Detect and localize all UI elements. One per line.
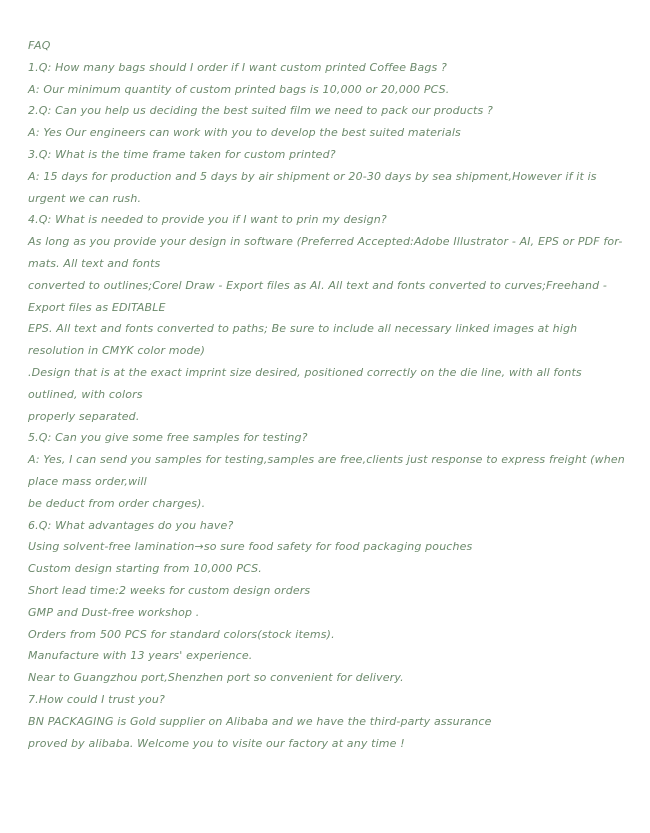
faq-q7-answer-part-1: BN PACKAGING is Gold supplier on Alibaba and we have the third-party assurance xyxy=(28,714,492,728)
faq-q1-answer: A: Our minimum quantity of custom printed bags is 10,000 or 20,000 PCS. xyxy=(28,82,450,96)
faq-q6-question: 6.Q: What advantages do you have? xyxy=(28,518,234,532)
faq-q6-advantage-4: GMP and Dust-free workshop . xyxy=(28,605,200,619)
faq-q6-advantage-7: Near to Guangzhou port,Shenzhen port so convenient for delivery. xyxy=(28,671,404,685)
faq-q4-answer-part-5: properly separated. xyxy=(28,409,140,423)
faq-q4-answer-part-1: As long as you provide your design in software (Preferred Accepted:Adobe Illustrator - AI, EPS or PDF for- mats. All text and fonts xyxy=(28,235,623,270)
faq-q6-advantage-6: Manufacture with 13 years' experience. xyxy=(28,649,253,663)
faq-q2-question: 2.Q: Can you help us deciding the best suited film we need to pack our products ? xyxy=(28,104,494,118)
faq-q1-question: 1.Q: How many bags should I order if I want custom printed Coffee Bags ? xyxy=(28,60,448,74)
faq-q7-question: 7.How could I trust you? xyxy=(28,692,166,706)
faq-title: FAQ xyxy=(28,39,51,52)
faq-q7-answer-part-2: proved by alibaba. Welcome you to visite our factory at any time ! xyxy=(28,736,405,750)
faq-q6-advantage-5: Orders from 500 PCS for standard colors(stock items). xyxy=(28,627,335,641)
faq-q5-answer-part-1: A: Yes, I can send you samples for testing,samples are free,clients just response to express freight (when place mass order,will xyxy=(28,453,625,488)
faq-q6-advantage-2: Custom design starting from 10,000 PCS. xyxy=(28,562,262,576)
faq-q4-answer-part-3: EPS. All text and fonts converted to paths; Be sure to include all necessary linked images at high resolution in CMYK color mode) xyxy=(28,322,578,358)
faq-q6-advantage-1: Using solvent-free lamination→so sure food safety for food packaging pouches xyxy=(28,540,473,554)
faq-q4-answer-part-4: .Design that is at the exact imprint size desired, positioned correctly on the die line, with all fonts outlined, with colors xyxy=(28,365,582,401)
faq-section xyxy=(28,35,628,754)
faq-q3-answer: A: 15 days for production and 5 days by air shipment or 20-30 days by sea shipment,However if it is urgent we can rush. xyxy=(28,169,597,205)
faq-q4-answer-part-2: converted to outlines;Corel Draw - Export files as AI. All text and fonts converted to curves;Freehand - Export files as EDITABLE xyxy=(28,278,607,314)
faq-q3-question: 3.Q: What is the time frame taken for custom printed? xyxy=(28,147,336,161)
faq-q5-question: 5.Q: Can you give some free samples for testing? xyxy=(28,431,308,445)
faq-q4-question: 4.Q: What is needed to provide you if I want to prin my design? xyxy=(28,213,387,227)
faq-q5-answer-part-2: be deduct from order charges). xyxy=(28,496,206,510)
faq-q6-advantage-3: Short lead time:2 weeks for custom design orders xyxy=(28,583,311,597)
faq-q2-answer: A: Yes Our engineers can work with you to develop the best suited materials xyxy=(28,126,461,140)
